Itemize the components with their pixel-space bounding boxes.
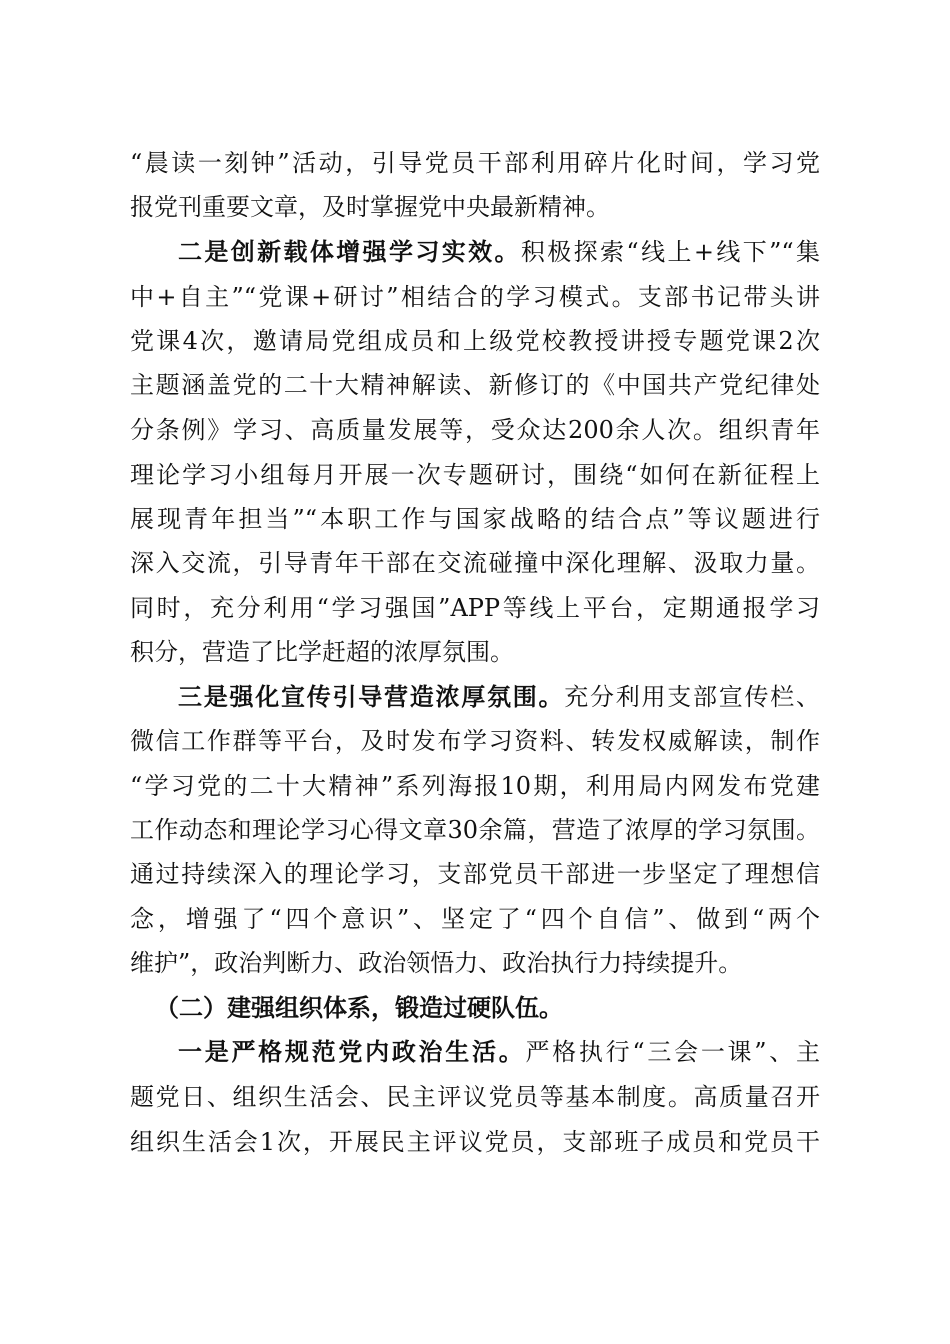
line-text: 深入交流，引导青年干部在交流碰撞中深化理解、汲取力量。 <box>130 549 820 577</box>
text-line <box>130 593 820 623</box>
line-text: 积分，营造了比学赶超的浓厚氛围。 <box>130 638 514 666</box>
line-text: 党课4次，邀请局党组成员和上级党校教授讲授专题党课2次 <box>130 327 820 355</box>
line-text: 积极探索“线上+线下”“集 <box>520 238 821 266</box>
text-line <box>130 504 820 534</box>
line-text: “晨读一刻钟”活动，引导党员干部利用碎片化时间，学习党 <box>130 149 820 177</box>
paragraph-heading: （二）建强组织体系，锻造过硬队伍。 <box>155 993 563 1022</box>
text-line <box>130 282 820 312</box>
text-line <box>130 192 820 222</box>
text-line <box>178 237 820 267</box>
line-text: 充分利用支部宣传栏、 <box>564 683 820 711</box>
text-line <box>178 1037 820 1067</box>
text-line <box>130 948 820 978</box>
line-text: 分条例》学习、高质量发展等，受众达200余人次。组织青年 <box>130 416 820 444</box>
paragraph-heading: 二是创新载体增强学习实效。 <box>178 237 521 266</box>
line-text: 维护”，政治判断力、政治领悟力、政治执行力持续提升。 <box>130 949 743 977</box>
text-line <box>130 326 820 356</box>
text-line <box>130 637 820 667</box>
line-text: 同时，充分利用“学习强国”APP等线上平台，定期通报学习 <box>130 594 820 622</box>
line-text: 中+自主”“党课+研讨”相结合的学习模式。支部书记带头讲 <box>130 283 820 311</box>
line-text: 组织生活会1次，开展民主评议党员，支部班子成员和党员干 <box>130 1128 820 1156</box>
text-line <box>130 148 820 178</box>
line-text: 微信工作群等平台，及时发布学习资料、转发权威解读，制作 <box>130 727 820 755</box>
paragraph-heading: 一是严格规范党内政治生活。 <box>178 1037 526 1066</box>
text-line <box>130 415 820 445</box>
text-line <box>130 370 820 400</box>
line-text: 念，增强了“四个意识”、坚定了“四个自信”、做到“两个 <box>130 905 820 933</box>
line-text: 工作动态和理论学习心得文章30余篇，营造了浓厚的学习氛围。 <box>130 816 820 844</box>
line-text: 主题涵盖党的二十大精神解读、新修订的《中国共产党纪律处 <box>130 371 820 399</box>
line-text: 报党刊重要文章，及时掌握党中央最新精神。 <box>130 193 610 221</box>
text-line <box>130 1082 820 1112</box>
text-line <box>178 682 820 712</box>
text-line <box>130 815 820 845</box>
line-text: 严格执行“三会一课”、主 <box>525 1038 820 1066</box>
text-line <box>130 548 820 578</box>
text-line <box>130 859 820 889</box>
line-text: 通过持续深入的理论学习，支部党员干部进一步坚定了理想信 <box>130 860 820 888</box>
paragraph-heading: 三是强化宣传引导营造浓厚氛围。 <box>178 682 565 711</box>
line-text: 理论学习小组每月开展一次专题研讨，围绕“如何在新征程上 <box>130 461 820 489</box>
text-line <box>130 904 820 934</box>
line-text: “学习党的二十大精神”系列海报10期，利用局内网发布党建 <box>130 772 820 800</box>
section-heading <box>155 993 820 1023</box>
line-text: 题党日、组织生活会、民主评议党员等基本制度。高质量召开 <box>130 1083 820 1111</box>
text-line <box>130 460 820 490</box>
text-line <box>130 726 820 756</box>
text-line <box>130 771 820 801</box>
line-text: 展现青年担当”“本职工作与国家战略的结合点”等议题进行 <box>130 505 820 533</box>
text-line <box>130 1127 820 1157</box>
